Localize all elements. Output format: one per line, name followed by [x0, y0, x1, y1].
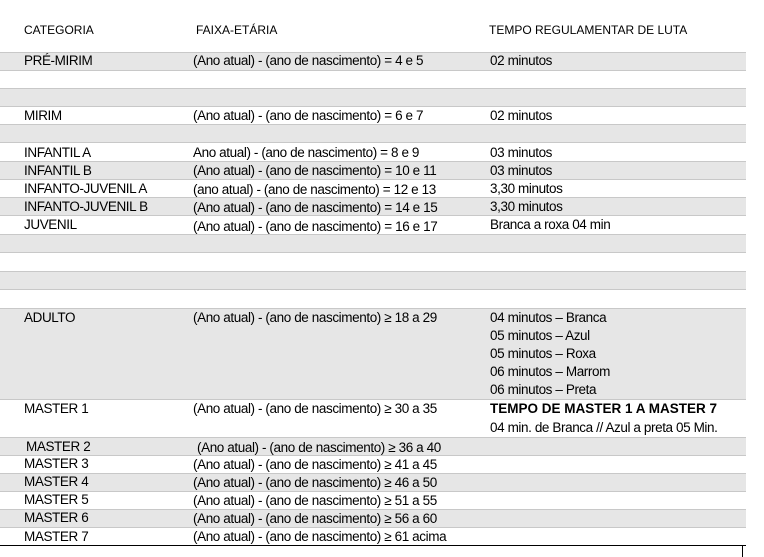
- rule: [0, 179, 746, 180]
- categoria-master-5: MASTER 5: [24, 492, 89, 507]
- tempo-juvenil: Branca a roxa 04 min: [490, 217, 611, 232]
- table-bottom-border: [0, 545, 746, 546]
- tempo-infantil-b: 03 minutos: [490, 163, 553, 178]
- table-right-border: [742, 545, 743, 557]
- faixa-juvenil: (Ano atual) - (ano de nascimento) = 16 e 17: [193, 219, 438, 234]
- rule: [0, 437, 746, 438]
- tempo-adulto-roxa: 05 minutos – Roxa: [490, 346, 596, 361]
- tempo-mirim: 02 minutos: [490, 108, 553, 123]
- rule: [0, 491, 746, 492]
- categoria-master-6: MASTER 6: [24, 510, 89, 525]
- header-tempo: TEMPO REGULAMENTAR DE LUTA: [489, 23, 688, 37]
- shade-empty-3: [0, 235, 746, 252]
- tempo-master-titulo: TEMPO DE MASTER 1 A MASTER 7: [490, 401, 718, 416]
- rule: [0, 215, 746, 216]
- categoria-master-1: MASTER 1: [24, 401, 89, 416]
- header-faixa-etaria: FAIXA-ETÁRIA: [196, 23, 278, 37]
- categoria-infantil-a: INFANTIL A: [24, 145, 91, 160]
- faixa-infantil-a: Ano atual) - (ano de nascimento) = 8 e 9: [193, 145, 420, 160]
- faixa-infanto-juvenil-b: (Ano atual) - (ano de nascimento) = 14 e 15: [193, 200, 438, 215]
- tempo-adulto-azul: 05 minutos – Azul: [490, 328, 590, 343]
- rule: [0, 252, 746, 253]
- categoria-master-7: MASTER 7: [24, 529, 89, 544]
- faixa-master-6: (Ano atual) - (ano de nascimento) ≥ 56 a 60: [193, 511, 437, 526]
- categoria-infantil-b: INFANTIL B: [24, 163, 92, 178]
- categoria-master-2: MASTER 2: [26, 439, 91, 454]
- categoria-master-4: MASTER 4: [24, 474, 89, 489]
- rule: [0, 234, 746, 235]
- faixa-master-4: (Ano atual) - (ano de nascimento) ≥ 46 a 50: [193, 475, 437, 490]
- tempo-infantil-a: 03 minutos: [490, 145, 553, 160]
- rule: [0, 197, 746, 198]
- rule: [0, 308, 746, 309]
- faixa-master-7: (Ano atual) - (ano de nascimento) ≥ 61 acima: [193, 529, 447, 544]
- categoria-adulto: ADULTO: [24, 310, 76, 325]
- faixa-master-2: (Ano atual) - (ano de nascimento) ≥ 36 a 40: [197, 440, 441, 455]
- rule: [0, 161, 746, 162]
- faixa-master-5: (Ano atual) - (ano de nascimento) ≥ 51 a 55: [193, 493, 437, 508]
- categoria-juvenil: JUVENIL: [24, 217, 77, 232]
- rule: [0, 455, 746, 456]
- faixa-pre-mirim: (Ano atual) - (ano de nascimento) = 4 e 5: [193, 53, 424, 68]
- shade-empty-4: [0, 272, 746, 289]
- rule: [0, 509, 746, 510]
- rule: [0, 289, 746, 290]
- faixa-mirim: (Ano atual) - (ano de nascimento) = 6 e 7: [193, 108, 424, 123]
- shade-empty-1: [0, 89, 746, 106]
- tempo-adulto-marrom: 06 minutos – Marrom: [490, 364, 610, 379]
- categoria-infanto-juvenil-a: INFANTO-JUVENIL A: [24, 181, 147, 196]
- rule: [0, 106, 746, 107]
- categoria-master-3: MASTER 3: [24, 456, 89, 471]
- rule: [0, 399, 746, 400]
- rule: [0, 142, 746, 143]
- rule: [0, 88, 746, 89]
- rule: [0, 473, 746, 474]
- rule: [0, 271, 746, 272]
- faixa-master-3: (Ano atual) - (ano de nascimento) ≥ 41 a 45: [193, 457, 437, 472]
- rule: [0, 527, 746, 528]
- tempo-adulto-branca: 04 minutos – Branca: [490, 310, 607, 325]
- faixa-infantil-b: (Ano atual) - (ano de nascimento) = 10 e 11: [193, 163, 437, 178]
- categoria-pre-mirim: PRÉ-MIRIM: [24, 53, 93, 68]
- shade-empty-2: [0, 125, 746, 142]
- tempo-master: 04 min. de Branca // Azul a preta 05 Min.: [490, 420, 718, 435]
- header-categoria: CATEGORIA: [24, 23, 94, 37]
- tempo-infanto-juvenil-a: 3,30 minutos: [490, 181, 563, 196]
- rule: [0, 70, 746, 71]
- tempo-infanto-juvenil-b: 3,30 minutos: [490, 199, 563, 214]
- categoria-mirim: MIRIM: [24, 108, 62, 123]
- tempo-adulto-preta: 06 minutos – Preta: [490, 382, 597, 397]
- categoria-infanto-juvenil-b: INFANTO-JUVENIL B: [24, 199, 148, 214]
- faixa-adulto: (Ano atual) - (ano de nascimento) ≥ 18 a 29: [193, 310, 437, 325]
- tempo-pre-mirim: 02 minutos: [490, 53, 553, 68]
- faixa-master-1: (Ano atual) - (ano de nascimento) ≥ 30 a 35: [193, 401, 437, 416]
- faixa-infanto-juvenil-a: (ano atual) - (ano de nascimento) = 12 e 13: [193, 182, 436, 197]
- rule: [0, 124, 746, 125]
